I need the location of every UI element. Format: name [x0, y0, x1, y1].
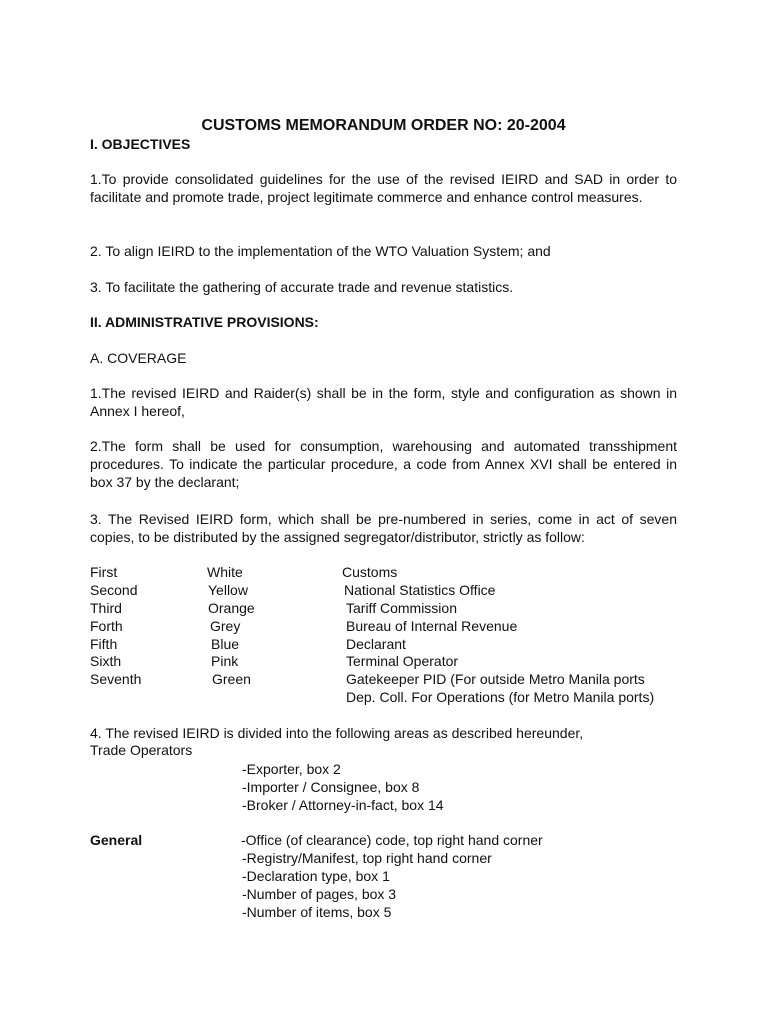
objective-item-2: 2. To align IEIRD to the implementation of the WTO Valuation System; and: [90, 243, 551, 259]
objective-item-3: 3. To facilitate the gathering of accurate trade and revenue statistics.: [90, 279, 514, 295]
coverage-heading: A. COVERAGE: [90, 350, 187, 366]
coverage-item-2: 2.The form shall be used for consumption, warehousing and automated transshipment procedures. To indicate the particular procedure, a code from Annex XVI shall be entered in box 37 by the declarant;: [90, 438, 677, 490]
general-label: General: [90, 832, 143, 848]
trade-item: -Broker / Attorney-in-fact, box 14: [242, 797, 444, 813]
copy-ordinal: Seventh: [90, 671, 142, 687]
copy-color: Grey: [210, 618, 241, 634]
copy-color: Yellow: [208, 582, 248, 598]
copy-ordinal: Forth: [90, 618, 123, 634]
copy-recipient-line2: Dep. Coll. For Operations (for Metro Manila ports): [346, 689, 655, 705]
trade-operators-label: Trade Operators: [90, 742, 193, 758]
objective-item-1: 1.To provide consolidated guidelines for the use of the revised IEIRD and SAD in order to facilitate and promote trade, project legitimate commerce and enhance control measures.: [90, 171, 677, 205]
trade-item: -Exporter, box 2: [242, 761, 341, 777]
general-item: -Number of items, box 5: [242, 904, 392, 920]
copy-recipient: Customs: [342, 564, 398, 580]
copy-ordinal: Second: [90, 582, 138, 598]
copy-color: Blue: [211, 636, 240, 652]
copy-ordinal: Sixth: [90, 653, 122, 669]
general-item: -Number of pages, box 3: [242, 886, 397, 902]
copy-color: Pink: [211, 653, 239, 669]
general-item: -Declaration type, box 1: [242, 868, 390, 884]
copy-recipient: Bureau of Internal Revenue: [346, 618, 518, 634]
general-item: -Registry/Manifest, top right hand corner: [242, 850, 492, 866]
areas-intro: 4. The revised IEIRD is divided into the following areas as described hereunder,: [90, 725, 584, 741]
coverage-item-1: 1.The revised IEIRD and Raider(s) shall be in the form, style and configuration as shown in Annex I hereof,: [90, 385, 677, 419]
general-item: -Office (of clearance) code, top right hand corner: [241, 832, 543, 848]
provisions-heading: II. ADMINISTRATIVE PROVISIONS:: [90, 314, 319, 330]
copy-ordinal: Third: [90, 600, 122, 616]
coverage-item-3: 3. The Revised IEIRD form, which shall be pre-numbered in series, come in act of seven copies, to be distributed by the assigned segregator/distributor, strictly as follow:: [90, 511, 677, 545]
copy-color: Orange: [208, 600, 255, 616]
copy-color: Green: [212, 671, 251, 687]
copy-color: White: [207, 564, 243, 580]
copy-recipient: National Statistics Office: [344, 582, 496, 598]
objectives-heading: I. OBJECTIVES: [90, 136, 191, 152]
copy-ordinal: Fifth: [90, 636, 118, 652]
copy-recipient: Tariff Commission: [346, 600, 457, 616]
document-title: CUSTOMS MEMORANDUM ORDER NO: 20-2004: [201, 117, 566, 134]
copy-recipient: Terminal Operator: [346, 653, 459, 669]
trade-item: -Importer / Consignee, box 8: [242, 779, 420, 795]
copy-ordinal: First: [90, 564, 118, 580]
copy-recipient: Gatekeeper PID (For outside Metro Manila ports: [346, 671, 645, 687]
copy-recipient: Declarant: [346, 636, 406, 652]
